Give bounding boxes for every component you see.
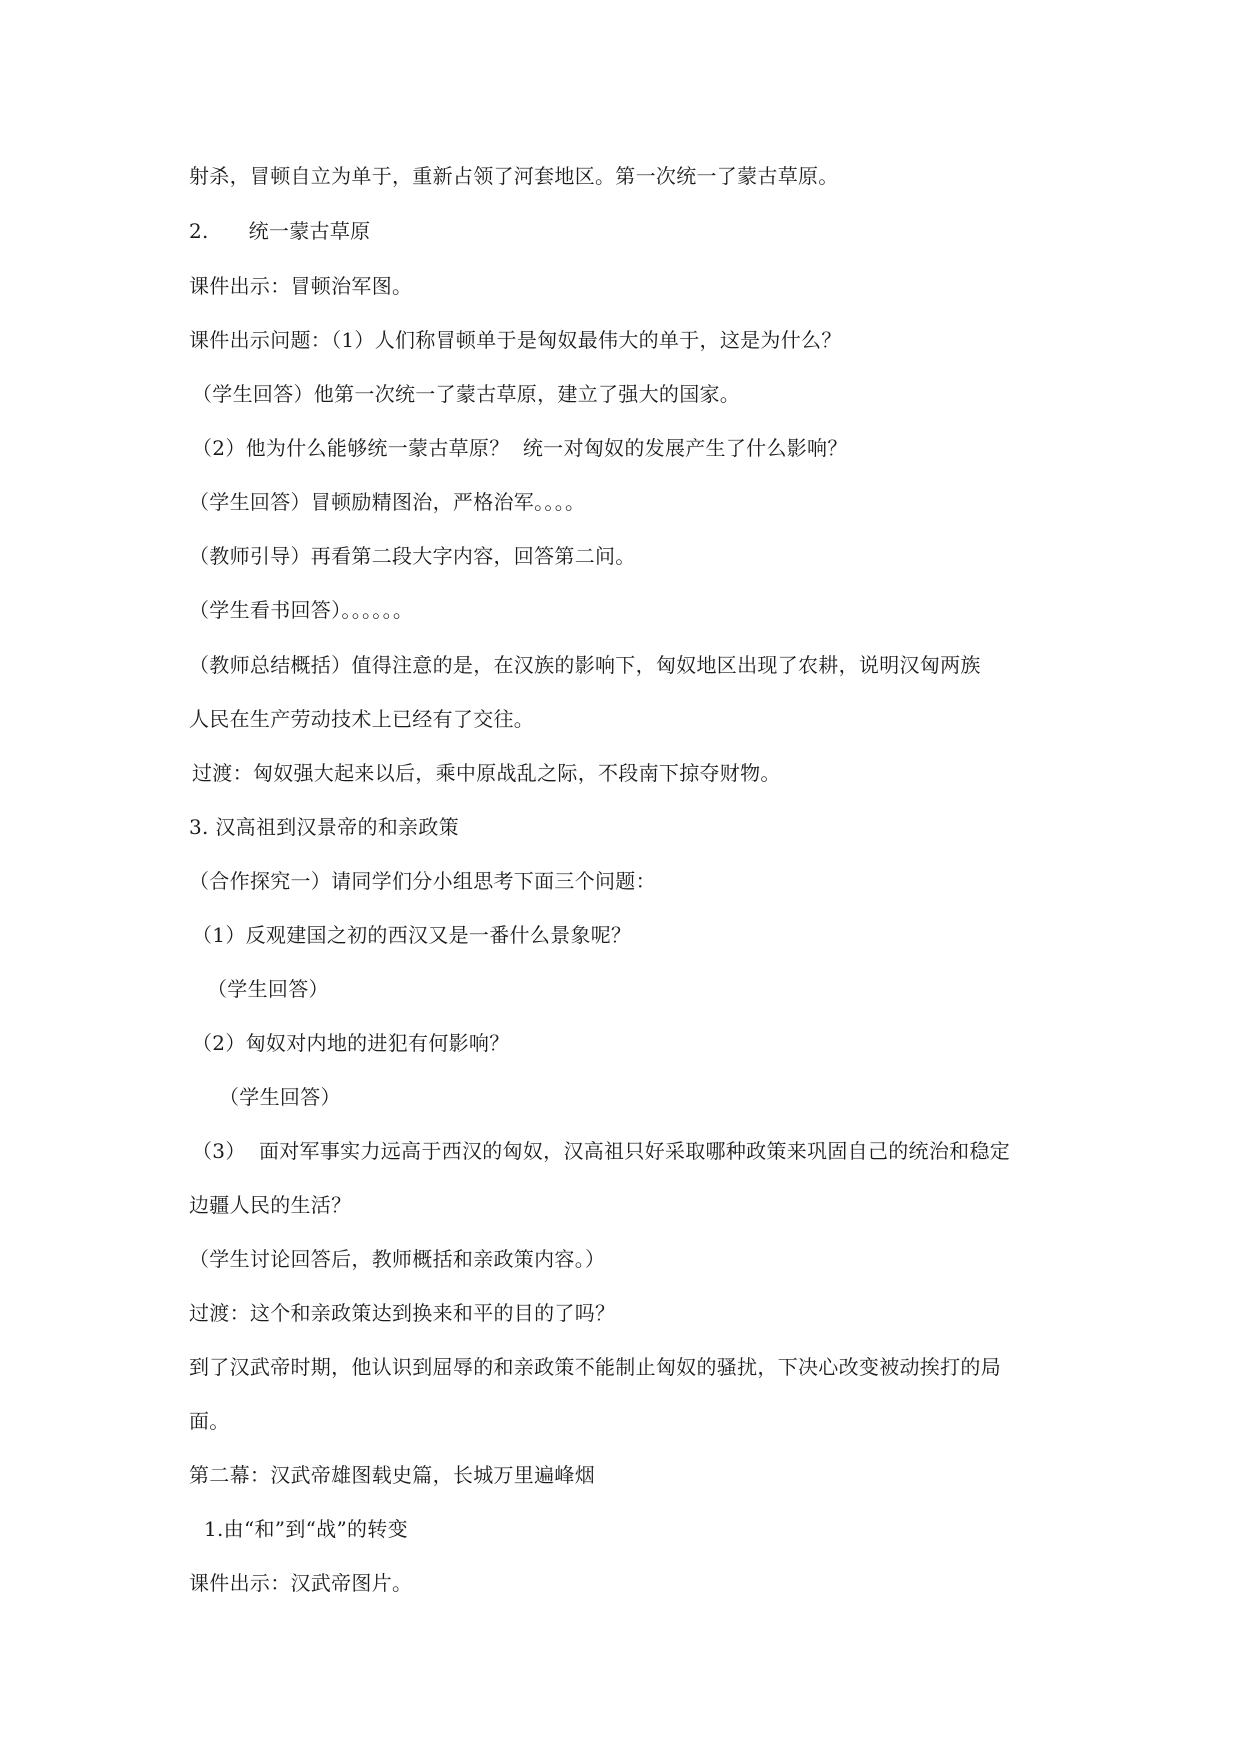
text-line: 面。 bbox=[189, 1409, 230, 1433]
text-line: （合作探究一）请同学们分小组思考下面三个问题： bbox=[189, 869, 656, 893]
section-heading: 第二幕：汉武帝雄图载史篇，长城万里遍峰烟 bbox=[189, 1463, 595, 1487]
text-line: 到了汉武帝时期，他认识到屈辱的和亲政策不能制止匈奴的骚扰，下决心改变被动挨打的局 bbox=[189, 1355, 1001, 1379]
text-line: （学生回答）冒顿励精图治，严格治军。。。。 bbox=[189, 490, 586, 514]
subsection-heading: 1.由“和”到“战”的转变 bbox=[204, 1517, 408, 1541]
text-line: 过渡：这个和亲政策达到换来和平的目的了吗？ bbox=[189, 1301, 616, 1325]
text-line: （学生回答）他第一次统一了蒙古草原，建立了强大的国家。 bbox=[192, 382, 741, 406]
text-line: 边疆人民的生活？ bbox=[189, 1193, 352, 1217]
section-heading: 2. 统一蒙古草原 bbox=[189, 219, 371, 243]
text-line: （学生看书回答）。。。。。。 bbox=[189, 598, 414, 622]
text-line: （学生讨论回答后，教师概括和亲政策内容。） bbox=[189, 1247, 606, 1271]
text-line: 课件出示：冒顿治军图。 bbox=[189, 274, 413, 298]
text-line: （教师引导）再看第二段大字内容，回答第二问。 bbox=[189, 544, 636, 568]
text-line: 人民在生产劳动技术上已经有了交往。 bbox=[189, 707, 535, 731]
text-line: （3） 面对军事实力远高于西汉的匈奴，汉高祖只好采取哪种政策来巩固自己的统治和稳定 bbox=[192, 1139, 1011, 1163]
section-heading: 3. 汉高祖到汉景帝的和亲政策 bbox=[189, 815, 459, 839]
text-line: 课件出示：汉武帝图片。 bbox=[189, 1571, 413, 1595]
text-line: （2）匈奴对内地的进犯有何影响？ bbox=[192, 1031, 510, 1055]
text-line: 射杀，冒顿自立为单于，重新占领了河套地区。第一次统一了蒙古草原。 bbox=[189, 164, 839, 188]
text-line: 课件出示问题：（1）人们称冒顿单于是匈奴最伟大的单于，这是为什么？ bbox=[189, 328, 842, 352]
text-line: （教师总结概括）值得注意的是，在汉族的影响下，匈奴地区出现了农耕，说明汉匈两族 bbox=[189, 653, 981, 677]
text-line: （1）反观建国之初的西汉又是一番什么景象呢？ bbox=[192, 923, 632, 947]
text-line: （2）他为什么能够统一蒙古草原？ 统一对匈奴的发展产生了什么影响？ bbox=[192, 436, 848, 460]
text-line: （学生回答） bbox=[219, 1085, 341, 1109]
text-line: （学生回答） bbox=[207, 977, 329, 1001]
text-line: 过渡：匈奴强大起来以后，乘中原战乱之际，不段南下掠夺财物。 bbox=[192, 761, 781, 785]
